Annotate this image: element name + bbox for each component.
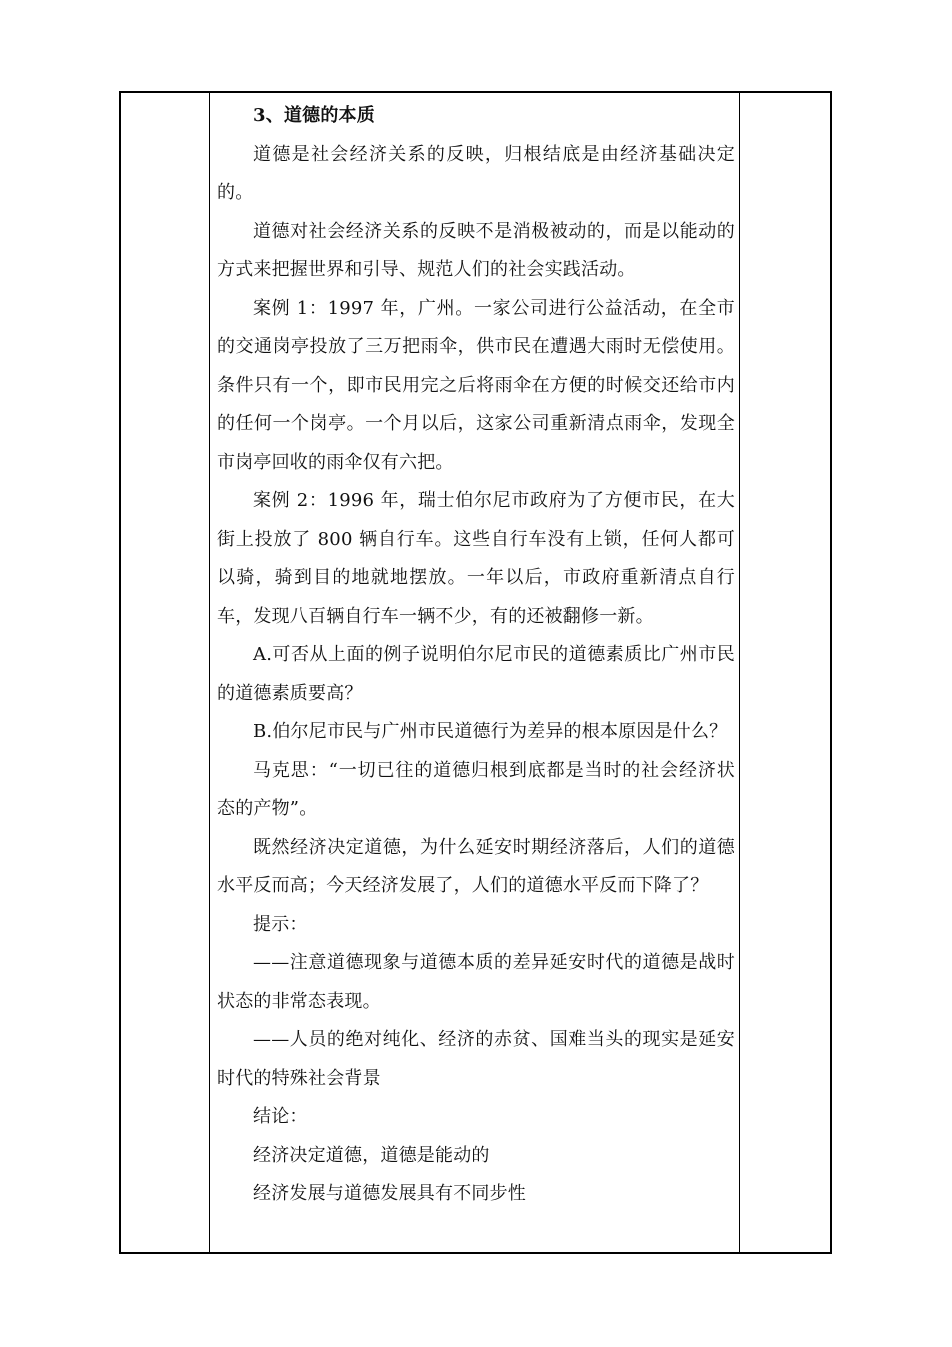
paragraph-question-a: A.可否从上面的例子说明伯尔尼市民的道德素质比广州市民的道德素质要高？ xyxy=(217,644,735,704)
table-content-cell xyxy=(217,97,735,1214)
section-heading: 3、道德的本质 xyxy=(253,105,375,126)
paragraph-conclusion-1: 经济决定道德，道德是能动的 xyxy=(253,1144,490,1166)
paragraph-case-2: 案例 2：1996 年，瑞士伯尔尼市政府为了方便市民，在大街上投放了 800 辆自行车。这些自行车没有上锁，任何人都可以骑，骑到目的地就地摆放。一年以后，市政府重新清点自行车，发现八百辆自行车一辆不少，有的还被翻修一新。 xyxy=(217,490,735,627)
paragraph-marx-quote: 马克思：“一切已往的道德归根到底都是当时的社会经济状态的产物”。 xyxy=(217,759,735,819)
paragraph-conclusion-label: 结论： xyxy=(253,1106,308,1127)
paragraph-essence-definition: 道德是社会经济关系的反映，归根结底是由经济基础决定的。 xyxy=(217,143,735,203)
paragraph-hint-2: ——人员的绝对纯化、经济的赤贫、国难当头的现实是延安时代的特殊社会背景 xyxy=(217,1029,735,1089)
paragraph-case-1: 案例 1：1997 年，广州。一家公司进行公益活动，在全市的交通岗亭投放了三万把雨伞，供市民在遭遇大雨时无偿使用。条件只有一个，即市民用完之后将雨伞在方便的时候交还给市内的任何一个岗亭。一个月以后，这家公司重新清点雨伞，发现全市岗亭回收的雨伞仅有六把。 xyxy=(217,297,735,473)
paragraph-active-reflection: 道德对社会经济关系的反映不是消极被动的，而是以能动的方式来把握世界和引导、规范人们的社会实践活动。 xyxy=(217,220,735,280)
document-table xyxy=(119,91,832,1254)
paragraph-question-b: B.伯尔尼市民与广州市民道德行为差异的根本原因是什么？ xyxy=(253,721,728,742)
paragraph-hint-label: 提示： xyxy=(253,913,308,935)
paragraph-yanan-question: 既然经济决定道德，为什么延安时期经济落后，人们的道德水平反而高；今天经济发展了，人们的道德水平反而下降了？ xyxy=(217,836,735,896)
paragraph-conclusion-2: 经济发展与道德发展具有不同步性 xyxy=(253,1183,526,1204)
table-column-divider-left xyxy=(209,93,210,1252)
paragraph-hint-1: ——注意道德现象与道德本质的差异延安时代的道德是战时状态的非常态表现。 xyxy=(217,952,735,1012)
table-column-divider-right xyxy=(739,93,740,1252)
